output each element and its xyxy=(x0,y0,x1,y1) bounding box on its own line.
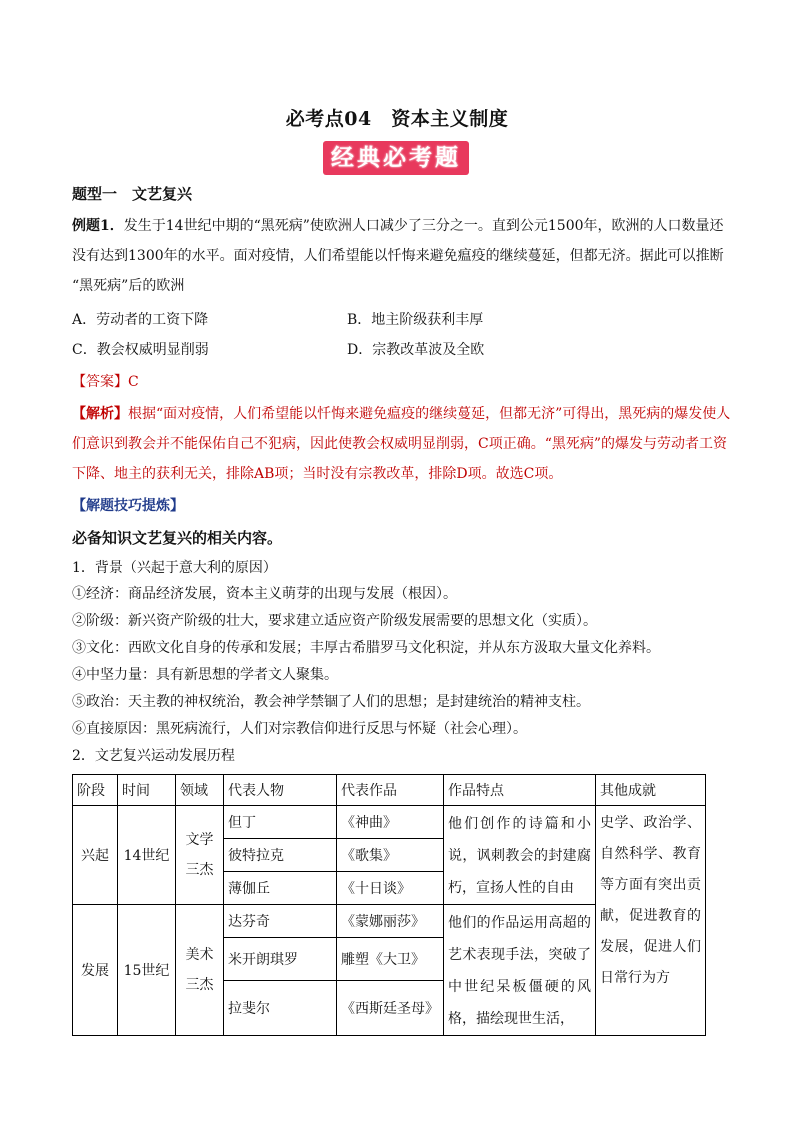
table-header: 代表人物 xyxy=(224,775,337,806)
field-cell: 美术三杰 xyxy=(176,905,224,1036)
example-line-3: “黑死病”后的欧洲 xyxy=(72,278,185,294)
table-header: 代表作品 xyxy=(337,775,444,806)
background-item: ①经济：商品经济发展，资本主义萌芽的出现与发展（根因）。 xyxy=(72,586,457,602)
development-point: 2．文艺复兴运动发展历程 xyxy=(72,748,235,764)
table-header: 其他成就 xyxy=(596,775,706,806)
table-row xyxy=(73,806,706,839)
person-cell: 米开朗琪罗 xyxy=(224,937,337,981)
time-cell: 14世纪 xyxy=(118,806,176,905)
option-d: D．宗教改革波及全欧 xyxy=(347,342,485,358)
work-cell: 雕塑《大卫》 xyxy=(337,937,444,981)
feature-cell: 他们的作品运用高超的艺术表现手法，突破了中世纪呆板僵硬的风格，描绘现世生活， xyxy=(444,905,596,1036)
option-c: C．教会权威明显削弱 xyxy=(72,342,209,358)
table-header: 时间 xyxy=(118,775,176,806)
background-item: ⑥直接原因：黑死病流行，人们对宗教信仰进行反思与怀疑（社会心理）。 xyxy=(72,721,527,737)
feature-cell: 他们创作的诗篇和小说，讽刺教会的封建腐朽，宣扬人性的自由 xyxy=(444,806,596,905)
background-item: ②阶级：新兴资产阶级的壮大，要求建立适应资产阶级发展需要的思想文化（实质）。 xyxy=(72,613,597,629)
analysis-line-3: 下降、地主的获利无关，排除AB项；当时没有宗教改革，排除D项。故选C项。 xyxy=(72,466,563,482)
renaissance-table xyxy=(72,774,706,1036)
person-cell: 达芬奇 xyxy=(224,905,337,938)
work-cell: 《蒙娜丽莎》 xyxy=(337,905,444,938)
work-cell: 《神曲》 xyxy=(337,806,444,839)
stage-cell: 兴起 xyxy=(73,806,118,905)
option-b: B．地主阶级获利丰厚 xyxy=(347,312,484,328)
field-cell: 文学三杰 xyxy=(176,806,224,905)
table-header: 领域 xyxy=(176,775,224,806)
work-cell: 《十日谈》 xyxy=(337,872,444,905)
work-cell: 《西斯廷圣母》 xyxy=(337,981,444,1036)
table-header-row xyxy=(73,775,706,806)
person-cell: 薄伽丘 xyxy=(224,872,337,905)
person-cell: 但丁 xyxy=(224,806,337,839)
background-item: ⑤政治：天主教的神权统治，教会神学禁锢了人们的思想；是封建统治的精神支柱。 xyxy=(72,694,590,710)
background-item: ③文化：西欧文化自身的传承和发展；丰厚古希腊罗马文化积淀，并从东方汲取大量文化养料。 xyxy=(72,640,660,656)
example-line-1: 例题1．发生于14世纪中期的“黑死病”使欧洲人口减少了三分之一。直到公元1500年，欧洲的人口数量还 xyxy=(72,218,724,234)
table-header: 阶段 xyxy=(73,775,118,806)
example-line-2: 没有达到1300年的水平。面对疫情，人们希望能以忏悔来避免瘟疫的继续蔓延，但都无济。据此可以推断 xyxy=(72,248,724,264)
tips-label: 【解题技巧提炼】 xyxy=(72,498,184,514)
analysis-line-1: 【解析】根据“面对疫情，人们希望能以忏悔来避免瘟疫的继续蔓延，但都无济”可得出，黑死病的爆发使人 xyxy=(72,406,731,422)
time-cell: 15世纪 xyxy=(118,905,176,1036)
other-achievements-cell: 史学、政治学、自然科学、教育等方面有突出贡献，促进教育的发展，促进人们日常行为方 xyxy=(596,806,706,1036)
table-header: 作品特点 xyxy=(444,775,596,806)
person-cell: 彼特拉克 xyxy=(224,839,337,872)
analysis-line-2: 们意识到教会并不能保佑自己不犯病，因此使教会权威明显削弱，C项正确。“黑死病”的爆发与劳动者工资 xyxy=(72,436,728,452)
example-label: 例题1． xyxy=(72,218,124,234)
work-cell: 《歌集》 xyxy=(337,839,444,872)
tips-heading: 必备知识文艺复兴的相关内容。 xyxy=(72,529,283,547)
page-title: 必考点04 资本主义制度 xyxy=(285,108,509,130)
classic-exam-badge: 经典必考题 xyxy=(323,141,469,175)
answer: 【答案】C xyxy=(72,374,139,390)
option-a: A．劳动者的工资下降 xyxy=(72,312,209,328)
background-point: 1．背景（兴起于意大利的原因） xyxy=(72,560,277,576)
section-title: 题型一 文艺复兴 xyxy=(72,185,193,203)
background-item: ④中坚力量：具有新思想的学者文人聚集。 xyxy=(72,667,338,683)
stage-cell: 发展 xyxy=(73,905,118,1036)
person-cell: 拉斐尔 xyxy=(224,981,337,1036)
